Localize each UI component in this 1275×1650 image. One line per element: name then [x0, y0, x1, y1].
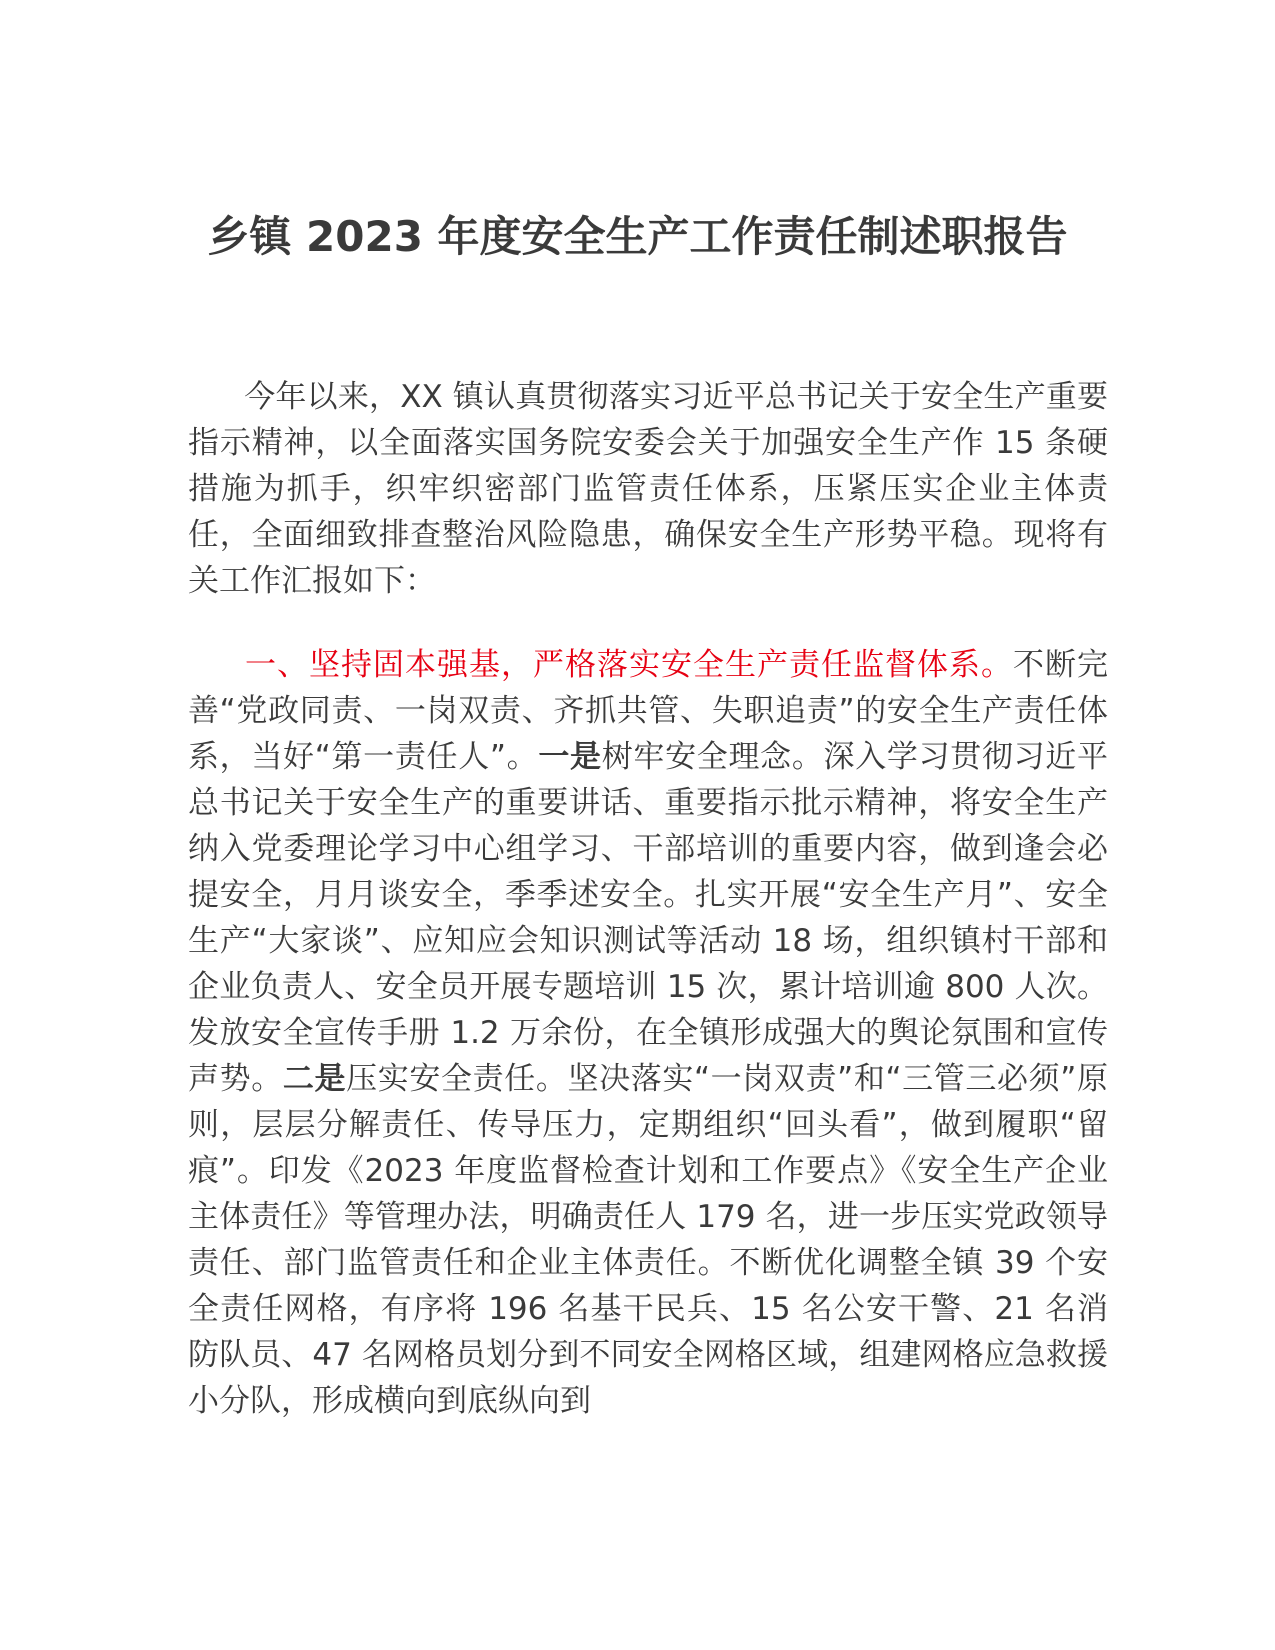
- section-one-text-2: 树牢安全理念。深入学习贯彻习近平总书记关于安全生产的重要讲话、重要指示批示精神，将安全生产纳入党委理论学习中心组学习、干部培训的重要内容，做到逢会必提安全，月月谈安全，季季述安全。扎实开展“安全生产月”、安全生产“大家谈”、应知应会知识测试等活动 18 场，组织镇村干部和企业负责人、安全员开展专题培训 15 次，累计培训逾 800 人次。发放安全宣传手册 1.2 万余份，在全镇形成强大的舆论氛围和宣传声势。: [188, 739, 1108, 1097]
- section-one-heading: 一、坚持固本强基，严格落实安全生产责任监督体系。: [244, 647, 1013, 683]
- document-title: 乡镇 2023 年度安全生产工作责任制述职报告: [207, 212, 1068, 261]
- intro-paragraph: [188, 374, 1108, 604]
- section-one-text-3: 压实安全责任。坚决落实“一岗双责”和“三管三必须”原则，层层分解责任、传导压力，定期组织“回头看”，做到履职“留痕”。印发《2023 年度监督检查计划和工作要点》《安全生产企业主体责任》等管理办法，明确责任人 179 名，进一步压实党政领导责任、部门监管责任和企业主体责任。不断优化调整全镇 39 个安全责任网格，有序将 196 名基干民兵、15 名公安干警、21 名消防队员、47 名网格员划分到不同安全网格区域，组建网格应急救援小分队，形成横向到底纵向到: [188, 1061, 1108, 1419]
- point-one-marker: 一是: [538, 739, 602, 775]
- section-one-text-1: 不断完善“党政同责、一岗双责、齐抓共管、失职追责”的安全生产责任体系，当好“第一责任人”。: [188, 647, 1108, 775]
- point-two-marker: 二是: [282, 1061, 347, 1097]
- intro-paragraph-text: 今年以来，XX 镇认真贯彻落实习近平总书记关于安全生产重要指示精神，以全面落实国务院安委会关于加强安全生产作 15 条硬措施为抓手，织牢织密部门监管责任体系，压紧压实企业主体责任，全面细致排查整治风险隐患，确保安全生产形势平稳。现将有关工作汇报如下：: [188, 379, 1108, 599]
- section-one-paragraph: [188, 642, 1108, 1424]
